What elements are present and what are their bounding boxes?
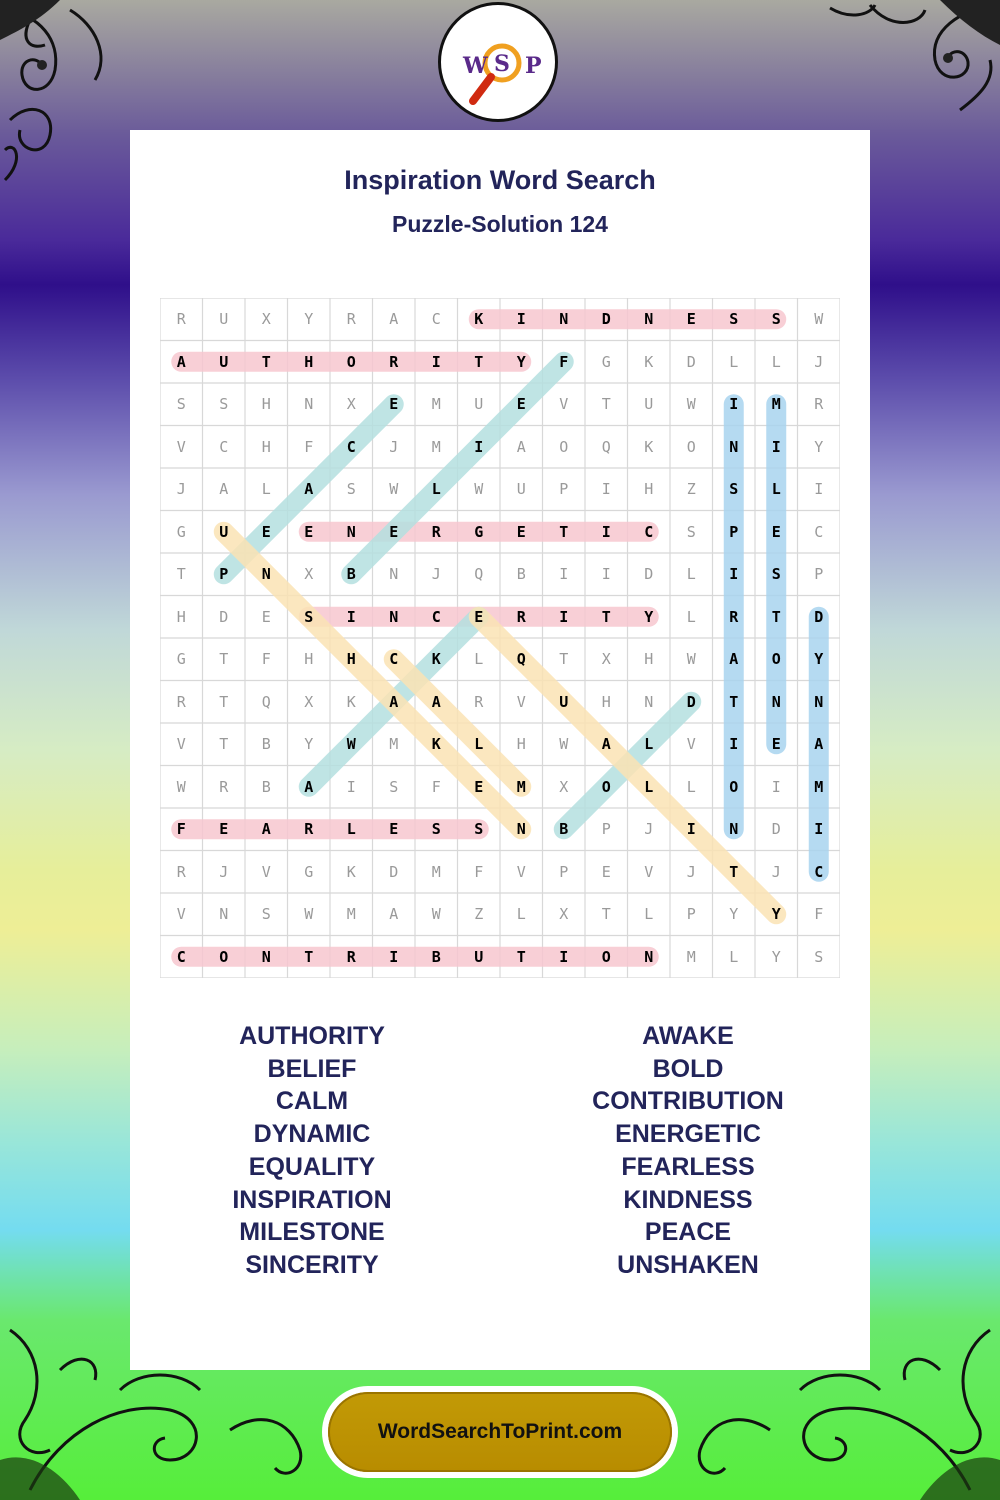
grid-cell[interactable]: M [346,905,356,923]
logo-letter-w: W [463,53,488,79]
grid-cell[interactable]: M [771,395,781,413]
grid-cell[interactable]: C [814,862,824,881]
grid-cell[interactable]: M [431,395,441,413]
grid-cell[interactable]: X [304,692,314,711]
grid-cell[interactable]: P [729,522,739,541]
grid-cell[interactable]: Y [729,905,739,923]
grid-cell[interactable]: L [431,480,441,498]
grid-cell[interactable]: A [389,692,399,711]
grid-cell[interactable]: H [176,607,186,626]
grid-cell[interactable]: R [176,310,186,328]
grid-cell[interactable]: F [559,352,569,371]
grid-cell[interactable]: T [219,692,229,711]
grid-cell[interactable]: A [814,735,824,753]
grid-cell[interactable]: U [219,310,229,328]
grid-cell[interactable]: M [431,862,441,881]
grid-cell[interactable]: T [176,565,186,583]
grid-cell[interactable]: Y [516,352,526,371]
grid-cell[interactable]: L [686,777,696,796]
grid-cell[interactable]: I [771,777,781,796]
grid-cell[interactable]: T [771,607,781,626]
grid-cell[interactable]: L [644,905,654,923]
grid-cell[interactable]: O [729,777,739,796]
grid-cell[interactable]: B [261,735,271,753]
page-subtitle: Puzzle-Solution 124 [392,211,608,237]
grid-cell[interactable]: V [644,862,654,881]
grid-cell[interactable]: T [559,522,569,541]
grid-cell[interactable]: J [644,820,654,838]
wsp-logo [438,2,558,122]
grid-cell[interactable]: P [601,820,611,838]
grid-cell[interactable]: O [771,650,781,668]
grid-cell[interactable]: K [346,862,356,881]
grid-cell[interactable]: I [814,480,824,498]
grid-cell[interactable]: R [304,820,314,838]
grid-cell[interactable]: A [219,480,229,498]
grid-cell[interactable]: M [431,437,441,456]
grid-cell[interactable]: E [304,522,314,541]
grid-cell[interactable]: D [601,310,611,328]
grid-cell[interactable]: W [176,777,186,796]
grid-cell[interactable]: H [346,650,356,668]
grid-cell[interactable]: I [814,820,824,838]
grid-cell[interactable]: A [261,820,271,838]
grid-cell[interactable]: I [729,565,739,583]
grid-cell[interactable]: S [474,820,484,838]
grid-cell[interactable]: H [644,480,654,498]
grid-cell[interactable]: Z [686,480,696,498]
grid-cell[interactable]: V [516,692,526,711]
grid-cell[interactable]: H [304,650,314,668]
grid-cell[interactable]: J [431,565,441,583]
grid-cell[interactable]: L [474,650,484,668]
grid-cell[interactable]: X [601,650,611,668]
grid-cell[interactable]: D [771,820,781,838]
grid-cell[interactable]: R [346,947,356,966]
grid-cell[interactable]: E [261,522,271,541]
grid-cell[interactable]: F [304,437,314,456]
grid-cell[interactable]: N [389,565,399,583]
grid-cell[interactable]: G [304,862,314,881]
grid-cell[interactable]: L [771,352,781,371]
grid-cell[interactable]: N [644,947,654,966]
grid-cell[interactable]: D [389,862,399,881]
grid-cell[interactable]: J [771,862,781,881]
word-list-item: CALM [275,1087,349,1116]
grid-cell[interactable]: I [559,947,569,966]
grid-cell[interactable]: I [601,565,611,583]
grid-cell[interactable]: N [644,310,654,328]
grid-cell[interactable]: D [686,692,696,711]
grid-cell[interactable]: E [516,395,526,413]
grid-cell[interactable]: I [729,395,739,413]
grid-cell[interactable]: R [729,607,739,626]
grid-cell[interactable]: W [559,735,569,753]
grid-cell[interactable]: I [771,437,781,456]
grid-cell[interactable]: B [346,565,356,583]
grid-cell[interactable]: T [219,650,229,668]
word-list-item: BELIEF [267,1054,357,1083]
grid-cell[interactable]: Y [814,650,824,668]
grid-cell[interactable]: N [304,395,314,413]
grid-cell[interactable]: Q [516,650,526,668]
grid-cell[interactable]: L [474,735,484,753]
grid-cell[interactable]: L [261,480,271,498]
grid-cell[interactable]: L [686,565,696,583]
grid-cell[interactable]: X [304,565,314,583]
grid-cell[interactable]: P [686,905,696,923]
grid-cell[interactable]: R [516,607,526,626]
grid-cell[interactable]: N [261,947,271,966]
grid-cell[interactable]: Y [814,437,824,456]
grid-cell[interactable]: X [346,395,356,413]
grid-cell[interactable]: B [516,565,526,583]
word-list-item: SINCERITY [245,1250,379,1279]
word-list-item: DYNAMIC [253,1120,371,1149]
grid-cell[interactable]: U [559,692,569,711]
grid-cell[interactable]: F [261,650,271,668]
grid-cell[interactable]: W [304,905,314,923]
grid-cell[interactable]: B [261,777,271,796]
grid-cell[interactable]: T [729,862,739,881]
grid-cell[interactable]: P [559,862,569,881]
word-list-item: AWAKE [642,1022,734,1050]
grid-cell[interactable]: N [261,565,271,583]
grid-cell[interactable]: S [304,607,314,626]
grid-cell[interactable]: R [389,352,399,371]
grid-cell[interactable]: I [686,820,696,838]
grid-cell[interactable]: O [219,947,229,966]
grid-cell[interactable]: T [516,947,526,966]
grid-cell[interactable]: S [814,947,824,966]
grid-cell[interactable]: N [644,692,654,711]
grid-cell[interactable]: H [516,735,526,753]
grid-cell[interactable]: C [644,522,654,541]
grid-cell[interactable]: J [176,480,186,498]
grid-cell[interactable]: D [219,607,229,626]
word-search-grid [160,298,840,978]
grid-cell[interactable]: U [219,522,229,541]
grid-cell[interactable]: K [431,650,441,668]
grid-cell[interactable]: M [389,735,399,753]
grid-cell[interactable]: K [431,735,441,753]
grid-cell[interactable]: A [431,692,441,711]
grid-cell[interactable]: J [389,437,399,456]
grid-cell[interactable]: O [601,777,611,796]
grid-cell[interactable]: P [814,565,824,583]
grid-cell[interactable]: I [346,607,356,626]
grid-cell[interactable]: C [389,650,399,668]
grid-cell[interactable]: W [431,905,441,923]
grid-cell[interactable]: E [771,735,781,753]
grid-cell[interactable]: V [261,862,271,881]
grid-cell[interactable]: U [644,395,654,413]
grid-cell[interactable]: E [389,522,399,541]
grid-cell[interactable]: E [261,607,271,626]
grid-cell[interactable]: D [686,352,696,371]
grid-cell[interactable]: F [176,820,186,838]
grid-cell[interactable]: I [474,437,484,456]
grid-cell[interactable]: I [601,522,611,541]
grid-cell[interactable]: L [644,777,654,796]
word-list-item: CONTRIBUTION [592,1087,784,1116]
grid-cell[interactable]: Z [474,905,484,923]
grid-cell[interactable]: N [516,820,526,838]
grid-cell[interactable]: I [559,607,569,626]
grid-cell[interactable]: A [729,650,739,668]
grid-cell[interactable]: D [814,607,824,626]
grid-cell[interactable]: A [304,480,314,498]
grid-cell[interactable]: D [644,565,654,583]
corner-ornament-top-left [0,0,130,200]
grid-cell[interactable]: L [729,947,739,966]
grid-cell[interactable]: Y [771,905,781,923]
grid-cell[interactable]: J [686,862,696,881]
word-list-item: INSPIRATION [232,1185,392,1214]
grid-cell[interactable]: V [176,905,186,923]
grid-cell[interactable]: P [559,480,569,498]
grid-cell[interactable]: H [261,395,271,413]
grid-cell[interactable]: I [431,352,441,371]
grid-cell[interactable]: T [601,607,611,626]
grid-cell[interactable]: G [176,650,186,668]
grid-cell[interactable]: A [304,777,314,796]
grid-cell[interactable]: L [729,352,739,371]
grid-cell[interactable]: C [219,437,229,456]
grid-cell[interactable]: K [474,310,484,328]
grid-cell[interactable]: L [346,820,356,838]
grid-cell[interactable]: E [771,522,781,541]
grid-cell[interactable]: C [176,947,186,966]
grid-cell[interactable]: C [431,607,441,626]
grid-cell[interactable]: F [814,905,824,923]
grid-cell[interactable]: S [771,310,781,328]
grid-cell[interactable]: U [516,480,526,498]
grid-cell[interactable]: T [729,692,739,711]
grid-cell[interactable]: L [686,607,696,626]
grid-cell[interactable]: S [686,522,696,541]
grid-cell[interactable]: V [516,862,526,881]
grid-cell[interactable]: X [559,905,569,923]
grid-cell[interactable]: R [176,692,186,711]
grid-cell[interactable]: O [601,947,611,966]
grid-cell[interactable]: I [516,310,526,328]
grid-cell[interactable]: C [814,522,824,541]
grid-cell[interactable]: O [559,437,569,456]
grid-cell[interactable]: Y [304,310,314,328]
grid-cell[interactable]: B [431,947,441,966]
logo-letter-s: S [494,51,510,77]
grid-cell[interactable]: L [644,735,654,753]
grid-cell[interactable]: S [346,480,356,498]
grid-cell[interactable]: M [516,777,526,796]
grid-cell[interactable]: G [176,522,186,541]
grid-cell[interactable]: W [389,480,399,498]
grid-cell[interactable]: V [559,395,569,413]
grid-cell[interactable]: N [219,905,229,923]
grid-cell[interactable]: Q [601,437,611,456]
grid-cell[interactable]: K [644,437,654,456]
grid-cell[interactable]: O [686,437,696,456]
grid-cell[interactable]: Q [261,692,271,711]
grid-cell[interactable]: T [559,650,569,668]
grid-cell[interactable]: H [644,650,654,668]
grid-cell[interactable]: S [176,395,186,413]
grid-cell[interactable]: N [389,607,399,626]
grid-cell[interactable]: H [261,437,271,456]
grid-cell[interactable]: S [389,777,399,796]
word-list-item: FEARLESS [621,1152,755,1181]
grid-cell[interactable]: A [601,735,611,753]
grid-cell[interactable]: S [729,310,739,328]
word-list-item: AUTHORITY [239,1022,385,1050]
grid-cell[interactable]: T [601,905,611,923]
grid-cell[interactable]: Y [644,607,654,626]
grid-cell[interactable]: S [431,820,441,838]
grid-cell[interactable]: I [389,947,399,966]
grid-cell[interactable]: W [686,395,696,413]
grid-cell[interactable]: L [771,480,781,498]
grid-cell[interactable]: A [516,437,526,456]
grid-cell[interactable]: J [219,862,229,881]
grid-cell[interactable]: O [346,352,356,371]
grid-cell[interactable]: N [346,522,356,541]
grid-cell[interactable]: R [176,862,186,881]
grid-cell[interactable]: U [474,947,484,966]
grid-cell[interactable]: C [346,437,356,456]
grid-cell[interactable]: H [601,692,611,711]
grid-cell[interactable]: A [389,905,399,923]
grid-cell[interactable]: A [176,352,186,371]
grid-cell[interactable]: I [559,565,569,583]
grid-cell[interactable]: F [431,777,441,796]
word-list-item: PEACE [644,1218,732,1247]
word-list-item: BOLD [652,1054,724,1083]
grid-cell[interactable]: E [389,820,399,838]
grid-cell[interactable]: X [261,310,271,328]
grid-cell[interactable]: U [219,352,229,371]
grid-cell[interactable]: I [601,480,611,498]
grid-cell[interactable]: T [261,352,271,371]
grid-cell[interactable]: M [686,947,696,966]
grid-cell[interactable]: N [559,310,569,328]
grid-cell[interactable]: I [729,735,739,753]
grid-cell[interactable]: Y [304,735,314,753]
grid-cell[interactable]: E [686,310,696,328]
grid-cell[interactable]: I [346,777,356,796]
grid-cell[interactable]: V [176,437,186,456]
grid-cell[interactable]: N [814,692,824,711]
grid-cell[interactable]: V [686,735,696,753]
page-title: Inspiration Word Search [344,165,656,195]
grid-cell[interactable]: W [814,310,824,328]
grid-cell[interactable]: K [346,692,356,711]
word-list-item: UNSHAKEN [617,1250,759,1279]
grid-cell[interactable]: T [219,735,229,753]
grid-cell[interactable]: R [431,522,441,541]
grid-cell[interactable]: Y [771,947,781,966]
grid-cell[interactable]: R [474,692,484,711]
grid-cell[interactable]: S [219,395,229,413]
grid-cell[interactable]: G [474,522,484,541]
grid-cell[interactable]: K [644,352,654,371]
grid-cell[interactable]: E [474,777,484,796]
grid-cell[interactable]: B [559,820,569,838]
grid-cell[interactable]: T [304,947,314,966]
grid-cell[interactable]: N [771,692,781,711]
grid-cell[interactable]: E [474,607,484,626]
word-list-item: EQUALITY [248,1152,376,1181]
grid-cell[interactable]: W [346,735,356,753]
grid-cell[interactable]: W [686,650,696,668]
logo-letter-p: P [525,53,542,79]
word-list-item: MILESTONE [239,1218,385,1247]
grid-cell[interactable]: G [601,352,611,371]
grid-cell[interactable]: E [219,820,229,838]
grid-cell[interactable]: R [219,777,229,796]
grid-cell[interactable]: M [814,777,824,796]
grid-cell[interactable]: T [474,352,484,371]
grid-cell[interactable]: S [771,565,781,583]
grid-cell[interactable]: J [814,352,824,371]
grid-cell[interactable]: E [389,395,399,413]
grid-cell[interactable]: S [729,480,739,498]
grid-cell[interactable]: N [729,820,739,838]
grid-cell[interactable]: N [729,437,739,456]
grid-cell[interactable]: F [474,862,484,881]
site-link[interactable]: WordSearchToPrint.com [328,1392,672,1472]
grid-cell[interactable]: T [601,395,611,413]
grid-cell[interactable]: U [474,395,484,413]
word-list-item: KINDNESS [623,1185,753,1214]
grid-cell[interactable]: P [219,565,229,583]
grid-cell[interactable]: L [516,905,526,923]
grid-cell[interactable]: H [304,352,314,371]
grid-cell[interactable]: W [474,480,484,498]
grid-cell[interactable]: S [261,905,271,923]
grid-cell[interactable]: R [814,395,824,413]
grid-cell[interactable]: C [431,310,441,328]
grid-cell[interactable]: A [389,310,399,328]
grid-cell[interactable]: E [601,862,611,881]
grid-cell[interactable]: Q [474,565,484,583]
corner-ornament-top-right [810,0,1000,120]
grid-cell[interactable]: X [559,777,569,796]
grid-cell[interactable]: E [516,522,526,541]
grid-cell[interactable]: V [176,735,186,753]
word-list-item: ENERGETIC [615,1120,761,1149]
grid-cell[interactable]: R [346,310,356,328]
